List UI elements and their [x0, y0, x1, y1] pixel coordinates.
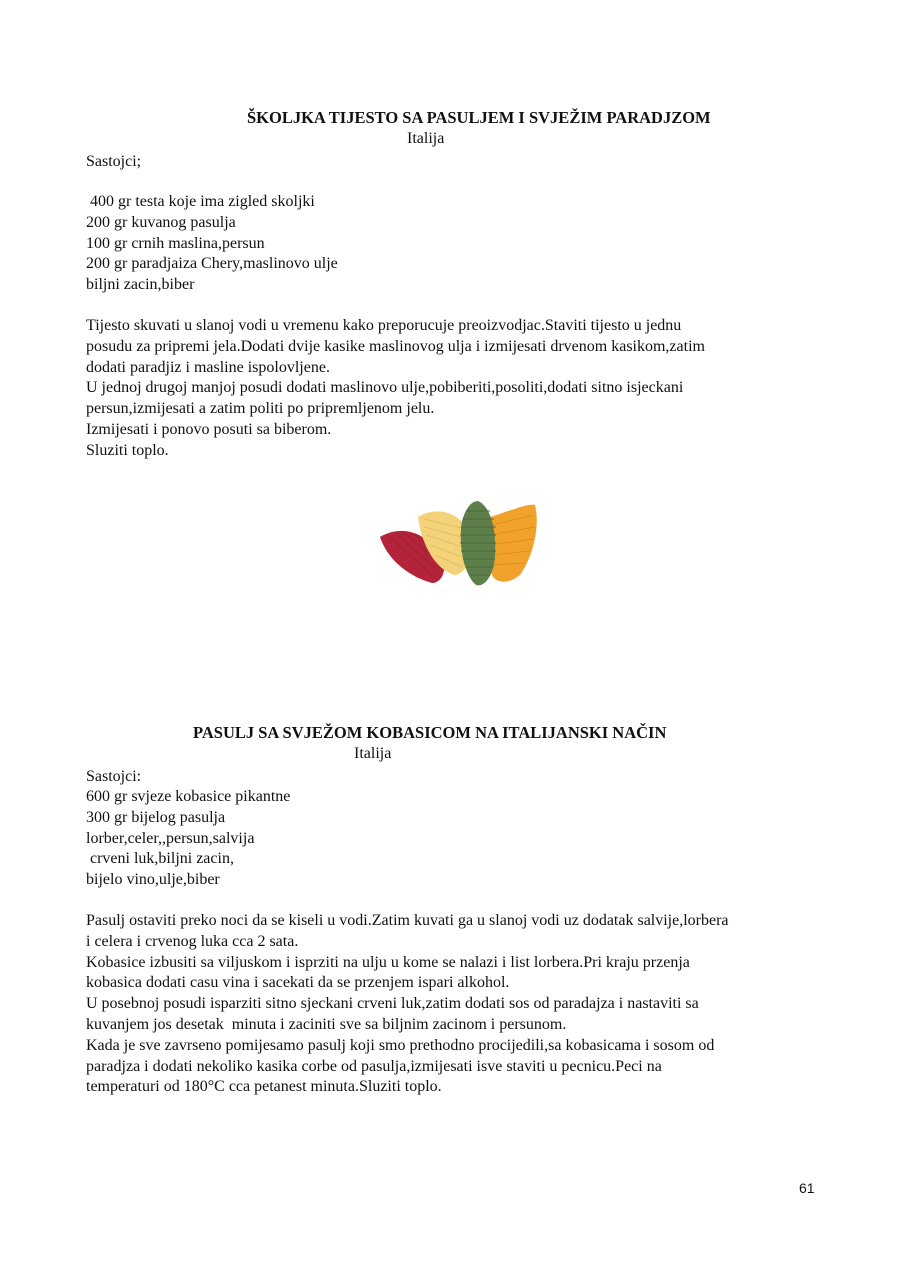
- instruction-line: i celera i crvenog luka cca 2 sata.: [86, 932, 299, 950]
- instruction-line: Kobasice izbusiti sa viljuskom i isprziti na ulju u kome se nalazi i list lorbera.Pri kraju przenja: [86, 953, 690, 971]
- ingredient-item: 400 gr testa koje ima zigled skoljki: [86, 193, 315, 210]
- ingredient-item: bijelo vino,ulje,biber: [86, 871, 220, 889]
- ingredient-item: 100 gr crnih maslina,persun: [86, 234, 265, 252]
- instruction-line: paradjza i dodati nekoliko kasika corbe od pasulja,izmijesati isve staviti u pecnicu.Peci na: [86, 1057, 662, 1075]
- recipe-2-origin: Italija: [354, 745, 392, 762]
- recipe-1-ingredients: [86, 192, 338, 296]
- instruction-line: temperaturi od 180°C cca petanest minuta.Sluziti toplo.: [86, 1078, 442, 1096]
- ingredient-item: 600 gr svjeze kobasice pikantne: [86, 788, 291, 805]
- instruction-line: posudu za pripremi jela.Dodati dvije kasike maslinovog ulja i izmijesati drvenom kasikom,zatim: [86, 337, 705, 355]
- instruction-line: Tijesto skuvati u slanoj vodi u vremenu kako preporucuje preoizvodjac.Staviti tijesto u jednu: [86, 317, 682, 334]
- instruction-line: kuvanjem jos desetak minuta i zaciniti sve sa biljnim zacinom i persunom.: [86, 1015, 567, 1033]
- instruction-line: Izmijesati i ponovo posuti sa biberom.: [86, 420, 332, 438]
- recipe-1-origin: Italija: [407, 130, 445, 147]
- ingredient-item: biljni zacin,biber: [86, 276, 195, 294]
- pasta-shells-image: [370, 495, 550, 595]
- instruction-line: U jednoj drugoj manjoj posudi dodati maslinovo ulje,pobiberiti,posoliti,dodati sitno isjeckani: [86, 379, 684, 397]
- recipe-1-ingredients-label: Sastojci;: [86, 153, 142, 170]
- recipe-2-ingredients: [86, 787, 290, 891]
- ingredient-item: lorber,celer,,persun,salvija: [86, 829, 255, 847]
- instruction-line: kobasica dodati casu vina i sacekati da se przenjem ispari alkohol.: [86, 974, 510, 992]
- instruction-line: U posebnoj posudi isparziti sitno sjeckani crveni luk,zatim dodati sos od paradajza i nastaviti sa: [86, 995, 699, 1013]
- page-number: 61: [799, 1180, 815, 1196]
- instruction-line: dodati paradjiz i masline ispolovljene.: [86, 358, 330, 376]
- recipe-2-instructions: [86, 911, 729, 1098]
- ingredient-item: crveni luk,biljni zacin,: [86, 850, 234, 868]
- recipe-2-title: PASULJ SA SVJEŽOM KOBASICOM NA ITALIJANSKI NAČIN: [193, 723, 667, 742]
- ingredient-item: 200 gr kuvanog pasulja: [86, 213, 236, 231]
- instruction-line: Kada je sve zavrseno pomijesamo pasulj koji smo prethodno procijedili,sa kobasicama i sosom od: [86, 1036, 715, 1054]
- recipe-1-instructions: [86, 316, 705, 462]
- instruction-line: Sluziti toplo.: [86, 441, 169, 459]
- instruction-line: persun,izmijesati a zatim politi po pripremljenom jelu.: [86, 400, 435, 418]
- recipe-1-title: ŠKOLJKA TIJESTO SA PASULJEM I SVJEŽIM PARADJZOM: [247, 108, 711, 127]
- instruction-line: Pasulj ostaviti preko noci da se kiseli u vodi.Zatim kuvati ga u slanoj vodi uz dodatak salvije,lorbera: [86, 912, 729, 929]
- ingredient-item: 200 gr paradjaiza Chery,maslinovo ulje: [86, 255, 338, 273]
- ingredient-item: 300 gr bijelog pasulja: [86, 808, 226, 826]
- recipe-2-ingredients-label: Sastojci:: [86, 768, 142, 785]
